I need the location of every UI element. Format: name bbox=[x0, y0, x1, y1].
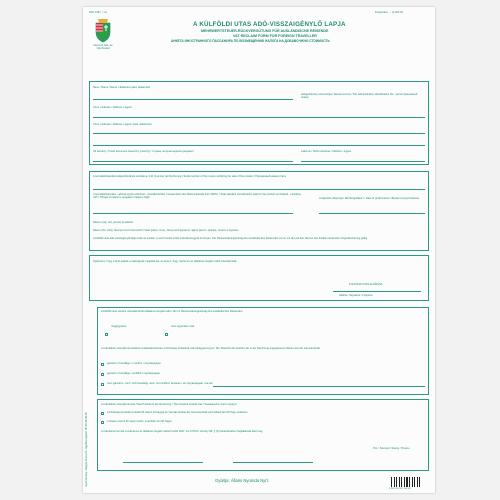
traveller-signature-caption: KÜLFÖLDI UTAS ALÁÍRÁSA bbox=[349, 283, 383, 286]
product-title: A számlában szereplő termék / Das Produkt in der Rechnung / The invoiced product has / Указанный в счете продукт bbox=[101, 403, 237, 406]
barcode-bar bbox=[417, 477, 418, 487]
title-english: VAT RECLAIM FORM FOR FOREIGN TRAVELLER bbox=[233, 34, 317, 38]
barcode-bar bbox=[401, 477, 402, 487]
product-section bbox=[97, 399, 429, 471]
nav-logo bbox=[93, 17, 113, 43]
vat-reclaim-form bbox=[83, 7, 435, 493]
invoice-number-label: A termékértékesítést teljesítő/számla sorszáma / Lfd. Nummer der Rechnung / Serial number of the invoice certifying the sale of the product / Порядковый номер счёта bbox=[93, 175, 286, 178]
option-payment-checkbox[interactable] bbox=[101, 421, 104, 424]
column-remark: megjegyzése bbox=[111, 325, 127, 328]
address-field-line[interactable] bbox=[93, 117, 425, 118]
option-payment-label: a fizetés szerint 90 napon belül / innerhalb von 90 Tagen bbox=[107, 420, 172, 423]
not-certified-label: nem igazolom, mert / nicht bestätigt, weil / not certified, because / не подтверждаю, так как bbox=[107, 382, 213, 385]
travel-document-label: Úti okmány / Travel document issued by (country) / Страна, которая выдала документ bbox=[93, 150, 194, 153]
barcode-bar bbox=[414, 477, 415, 487]
barcode-bar bbox=[412, 477, 413, 487]
certified-checkbox[interactable] bbox=[101, 373, 104, 376]
form-code: NAV 1357, r. sz. bbox=[89, 11, 108, 14]
performance-date-label: A teljesítés időpontja / Erfüllungsdatum / Date of performance / Время осуществления bbox=[319, 197, 419, 200]
barcode-bar bbox=[409, 477, 410, 487]
total-value-label: A termékértékesítés - adóval együtt számított - összellenértéke / Gesamtwert des Warenverkaufs inkl. MWSt. / Total valuable consideration paid for the product purchased - including VAT / Общая стоимость продажи товара с НДС bbox=[93, 193, 301, 200]
barcode-bar bbox=[394, 477, 395, 487]
reason-line[interactable] bbox=[213, 386, 425, 387]
barcode-number: 5 998 563 997 148 011 bbox=[389, 488, 412, 490]
date-place-label: Dátum (nap, hó), perceit és aláírás bbox=[93, 221, 133, 224]
address-label: Címe / Adresse / Address / Адрес bbox=[93, 106, 132, 109]
name-field-line[interactable] bbox=[93, 99, 293, 100]
option-90-days-label: a Közösség területét a kiviteli 90 napon túl hagyta el / hat das Gebiet der Gemeinschaft nach Ablauf der 90 Tage verlassen bbox=[107, 411, 248, 414]
address-second-label: Címe / Adresse / Address / Адрес (имя, фамилия) bbox=[93, 123, 152, 126]
option-90-days-checkbox[interactable] bbox=[101, 412, 104, 415]
confirm-label: igazolom / bestätige / I confirm / подтверждаю bbox=[107, 362, 161, 365]
name-label: Neve / Name / Name / Фамилия (имя, фамилия) bbox=[93, 86, 151, 89]
not-certified-checkbox[interactable] bbox=[101, 383, 104, 386]
barcode-bar bbox=[391, 477, 392, 487]
side-text: Nyomtatvány: Magyar Posta Zrt. Ügyfélszolgálat: 06-40-46-46-46 bbox=[85, 412, 88, 487]
confirm-checkbox[interactable] bbox=[101, 363, 104, 366]
customs-checkbox-1[interactable] bbox=[105, 333, 108, 336]
stamp-label: P.H. / Stempel / Stamp / Печать bbox=[373, 447, 410, 450]
barcode bbox=[391, 477, 427, 487]
title-russian: АНКЕТА ИНОСТРАННОГО ПАССАЖИРА ПО ВОЗМЕЩЕНИЮ НАЛОГА НА ДОБАВОЧНУЮ СТОИМОСТЬ bbox=[171, 39, 330, 43]
coat-of-arms-icon bbox=[93, 17, 113, 43]
export-fact-text: A számlában szereplő termékeket rendeltetésszerűen a Közösség területéről való elhagyás tényét / Die Tatsache der Ausfuhr der in der Rechnung angegebenen Waren aus der Gemeinschaft bbox=[101, 347, 320, 350]
date-stamp-signature-label: Dátum (Ort, Zeit), Stempel und Unterschrift / Date (place, time), stamp and signature / Дата (место, время), печать и подпись bbox=[93, 229, 239, 232]
address-third-line[interactable] bbox=[93, 145, 425, 146]
legal-text: A számlázott termék a számla és az általános forgalmi adóról szóló 2007. évi CXXVII. törvény 98. § (2) bekezdésében foglaltaknak felel meg. bbox=[101, 430, 264, 433]
column-mismatch: nem egyezése miatt bbox=[171, 325, 195, 328]
address-second-line[interactable] bbox=[93, 133, 425, 134]
performance-date-line[interactable] bbox=[319, 213, 425, 214]
tax-id-label: adóigazolvány azonosítója / Steuernummer / Tax Administration identification No. / регистрационный номер bbox=[301, 93, 418, 100]
barcode-bar bbox=[404, 477, 405, 487]
validity-note: A külföldi utas adó-visszaigénylő lapja csak az eredeti, a vevő nevére szóló számlával együtt érvényes. Der Rückerstattungsantrag des ausländischen Reisenden ist nur mit der auf den Namen des Käufers lautenden Originalrechnung gültig. bbox=[93, 237, 368, 240]
total-value-line[interactable] bbox=[93, 213, 293, 214]
printer-credit: Gyártja: Állami Nyomda Nyrt. bbox=[215, 478, 269, 483]
travel-document-line[interactable] bbox=[93, 161, 293, 162]
residence-line[interactable] bbox=[301, 161, 425, 162]
invoice-number-line[interactable] bbox=[93, 189, 425, 190]
title-german: MEHRWERTSTEUER-RÜCKVERGÜTUNG FÜR AUSLÄNDISCHE REISENDE bbox=[201, 29, 329, 33]
form-title: A KÜLFÖLDI UTAS ADÓ-VISSZAIGÉNYLŐ LAPJA bbox=[193, 21, 346, 28]
signature-line[interactable] bbox=[333, 291, 421, 292]
logo-caption: Nemzeti Adó- és Vámhivatal bbox=[93, 44, 113, 51]
barcode-bar bbox=[396, 477, 397, 487]
serial-number-label: Folyószám: ... (A 200 Ft) bbox=[375, 11, 404, 14]
signature-label: Aláírás / Signature / Подпись bbox=[339, 294, 373, 297]
official-signature-line[interactable] bbox=[233, 462, 313, 463]
barcode-bar bbox=[406, 477, 408, 487]
declaration-text: Kijelentem, hogy a fenti adatok a valóságnak megfelelnek, és kérem, hogy részemre az általános forgalmi adót visszatérítsék. bbox=[93, 260, 238, 263]
barcode-bar bbox=[399, 477, 400, 487]
certified-label: igazolom / bestätige / certified / подтверждаю bbox=[107, 372, 160, 375]
date-line[interactable] bbox=[123, 462, 203, 463]
customs-title: A külföldi utas részére visszatérítendő általános forgalmi adó / Die im Rückerstattungsantrag des ausländischen Reisenden bbox=[101, 310, 243, 313]
residence-label: Lakcíme / Wohn-Adresse / Address / Адрес bbox=[301, 150, 352, 153]
barcode-bar bbox=[419, 477, 420, 487]
customs-checkbox-2[interactable] bbox=[165, 333, 168, 336]
